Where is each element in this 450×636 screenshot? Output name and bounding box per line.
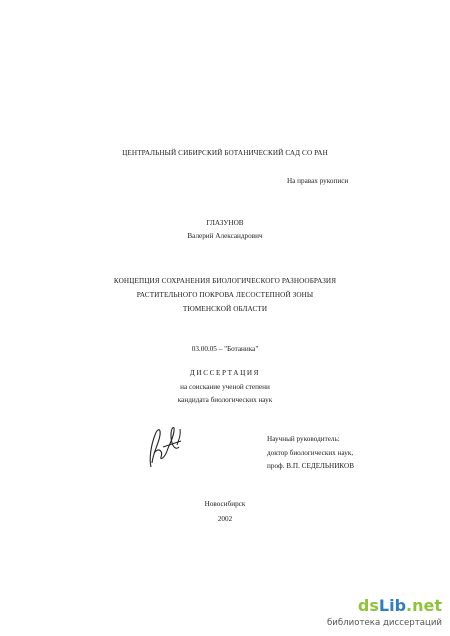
dslib-watermark: [326, 596, 442, 630]
title-line-1: КОНЦЕПЦИЯ СОХРАНЕНИЯ БИОЛОГИЧЕСКОГО РАЗНООБРАЗИЯ: [113, 277, 337, 285]
rights-note: На правах рукописи: [287, 177, 349, 185]
dslib-subtitle: библиотека диссертаций: [326, 618, 442, 628]
author-surname: ГЛАЗУНОВ: [206, 219, 244, 227]
title-line-3: ТЮМЕНСКОЙ ОБЛАСТИ: [182, 305, 268, 313]
specialty-code: 03.00.05 – "Ботаника": [191, 345, 259, 353]
degree-line-2: кандидата биологических наук: [177, 396, 273, 404]
institution-name: ЦЕНТРАЛЬНЫЙ СИБИРСКИЙ БОТАНИЧЕСКИЙ САД СО РАН: [122, 149, 328, 157]
author-name: Валерий Александрович: [187, 232, 263, 240]
handwritten-signature: [141, 417, 191, 477]
supervisor-name: проф. В.П. СЕДЕЛЬНИКОВ: [267, 462, 355, 470]
degree-line-1: на соискание ученой степени: [180, 383, 270, 391]
title-line-2: РАСТИТЕЛЬНОГО ПОКРОВА ЛЕСОСТЕПНОЙ ЗОНЫ: [136, 291, 314, 299]
city: Новосибирск: [204, 500, 246, 508]
supervisor-label: Научный руководитель:: [267, 435, 340, 443]
year: 2002: [217, 515, 233, 523]
supervisor-degree: доктор биологических наук,: [267, 449, 354, 457]
dslib-logo: dsLib.net: [357, 596, 442, 615]
document-type: ДИССЕРТАЦИЯ: [189, 369, 261, 377]
